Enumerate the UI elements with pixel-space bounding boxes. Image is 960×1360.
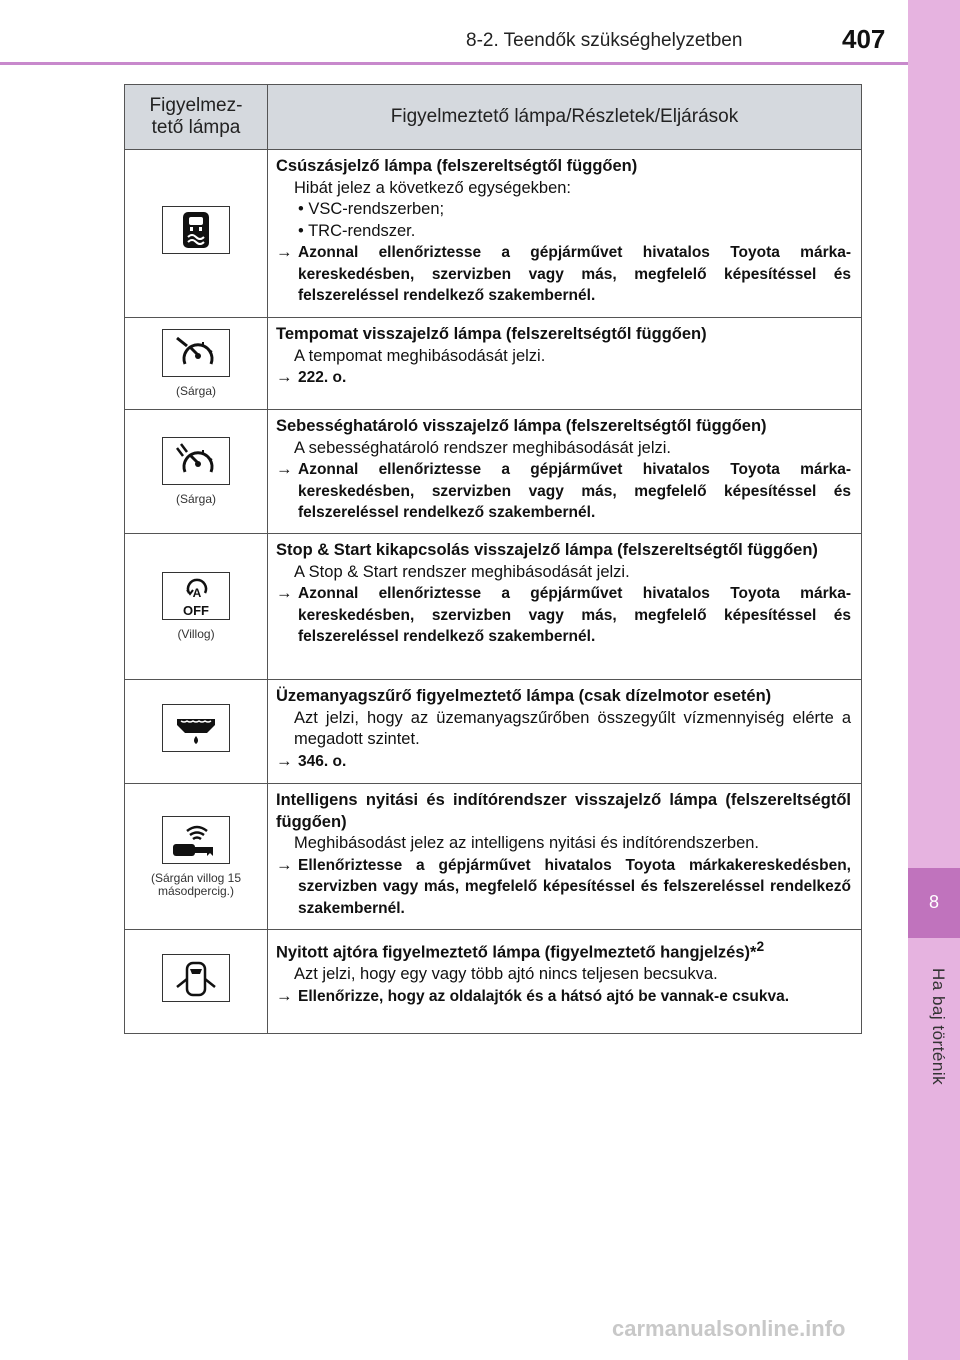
icon-cell [125, 150, 268, 318]
description-cell [268, 784, 862, 930]
icon-cell [125, 318, 268, 410]
table-row [125, 318, 862, 410]
row-title: Tempomat visszajelző lámpa (felszereltségtől függően) [276, 325, 707, 343]
action-line [276, 242, 851, 307]
action-text: 222. o. [298, 369, 347, 386]
footnote-marker: 2 [756, 939, 765, 954]
row-text: A Stop & Start rendszer meghibásodását jelzi. [294, 562, 630, 581]
row-text: A tempomat meghibásodását jelzi. [294, 346, 546, 365]
column-header-light-label: Figyelmez-tető lámpa [149, 95, 243, 138]
row-title: Sebességhatároló visszajelző lámpa (felszereltségtől függően) [276, 417, 767, 435]
icon-cell [125, 680, 268, 784]
action-line [276, 855, 851, 920]
header-divider [0, 62, 908, 65]
icon-cell [125, 784, 268, 930]
action-line [276, 751, 851, 773]
watermark: carmanualsonline.info [612, 1316, 846, 1341]
action-text: 346. o. [298, 752, 347, 770]
table-row [125, 784, 862, 930]
action-line [276, 459, 851, 524]
speed-limiter-icon [162, 437, 230, 485]
arrow-icon: → [276, 855, 293, 874]
warning-light-table [124, 84, 862, 1034]
description-cell [268, 150, 862, 318]
action-text: Ellenőrizze, hogy az oldalajtók és a hátsó ajtó be vannak-e csukva. [298, 987, 789, 1005]
icon-cell [125, 534, 268, 680]
icon-note: (Villog) [177, 627, 215, 641]
table-row [125, 680, 862, 784]
description-cell [268, 930, 862, 1034]
action-text: Azonnal ellenőriztesse a gépjárművet hivatalos Toyota márka-kereskedésben, szervizben vagy más, megfelelő képesítéssel és felszereléssel rendelkező szakembernél. [298, 461, 851, 521]
arrow-icon: → [276, 460, 293, 478]
list-item: • TRC-rendszer. [298, 221, 416, 240]
svg-text:A: A [192, 586, 202, 600]
list-item: • VSC-rendszerben; [298, 200, 445, 218]
chapter-tab [908, 0, 960, 1360]
row-text: Azt jelzi, hogy egy vagy több ajtó nincs teljesen becsukva. [294, 965, 718, 983]
action-line [276, 583, 851, 648]
description-cell [268, 534, 862, 680]
row-title: Üzemanyagszűrő figyelmeztető lámpa (csak dízelmotor esetén) [276, 687, 772, 705]
action-text: Ellenőriztesse a gépjárművet hivatalos Toyota márkakereskedésben, szervizben vagy más, megfelelő képesítéssel és felszereléssel rendelkező szakembernél. [298, 856, 851, 917]
row-text: Azt jelzi, hogy az üzemanyagszűrőben összegyűlt vízmennyiség elérte a megadott szintet. [294, 708, 851, 748]
action-line [276, 986, 851, 1008]
action-text: Azonnal ellenőriztesse a gépjárművet hivatalos Toyota márka-kereskedésben, szervizben vagy más, megfelelő képesítéssel és felszereléssel rendelkező szakembernél. [298, 244, 851, 304]
description-cell [268, 410, 862, 534]
icon-note: (Sárga) [175, 384, 216, 398]
cruise-control-icon [162, 329, 230, 377]
chapter-title: Ha baj történik [929, 968, 948, 1086]
column-header-details: Figyelmeztető lámpa/Részletek/Eljárások [268, 85, 862, 150]
row-text: A sebességhatároló rendszer meghibásodását jelzi. [294, 438, 671, 457]
row-text: Hibát jelez a következő egységekben: [294, 178, 572, 197]
stop-start-off-icon [162, 572, 230, 620]
row-title: Intelligens nyitási és indítórendszer visszajelző lámpa (felszereltségtől függően) [276, 791, 851, 831]
bullet-text: TRC-rendszer. [308, 221, 416, 240]
description-cell [268, 318, 862, 410]
bullet-text: VSC-rendszerben; [308, 200, 445, 218]
icon-cell [125, 930, 268, 1034]
row-text: Meghibásodást jelez az intelligens nyitási és indítórendszerben. [294, 834, 760, 852]
description-cell [268, 680, 862, 784]
column-header-light [125, 85, 268, 150]
page-header [0, 0, 960, 62]
table-header-row [125, 85, 862, 150]
skid-indicator-icon [162, 206, 230, 254]
arrow-icon: → [276, 751, 293, 770]
table-row [125, 534, 862, 680]
page-number: 407 [842, 24, 886, 54]
icon-note: (Sárgán villog 15 másodpercig.) [150, 870, 242, 898]
table-row [125, 410, 862, 534]
icon-cell [125, 410, 268, 534]
icon-label: OFF [183, 603, 209, 618]
row-title: Stop & Start kikapcsolás visszajelző lámpa (felszereltségtől függően) [276, 541, 818, 559]
table-row [125, 930, 862, 1034]
table-row [125, 150, 862, 318]
door-open-icon [162, 954, 230, 1002]
icon-note: (Sárga) [175, 492, 216, 506]
arrow-icon: → [276, 986, 293, 1005]
fuel-filter-water-icon [162, 704, 230, 752]
arrow-icon: → [276, 368, 293, 386]
smart-key-icon [162, 816, 230, 864]
arrow-icon: → [276, 584, 293, 602]
arrow-icon: → [276, 243, 293, 261]
row-title: Csúszásjelző lámpa (felszereltségtől függően) [276, 157, 638, 175]
row-title [276, 936, 851, 964]
action-text: Azonnal ellenőriztesse a gépjárművet hivatalos Toyota márka-kereskedésben, szervizben vagy más, megfelelő képesítéssel és felszereléssel rendelkező szakembernél. [298, 585, 851, 645]
chapter-number: 8 [928, 892, 939, 912]
action-line [276, 367, 851, 389]
section-title: 8-2. Teendők szükséghelyzetben [466, 30, 743, 51]
row-title-text: Nyitott ajtóra figyelmeztető lámpa (figyelmeztető hangjelzés)* [276, 943, 757, 962]
